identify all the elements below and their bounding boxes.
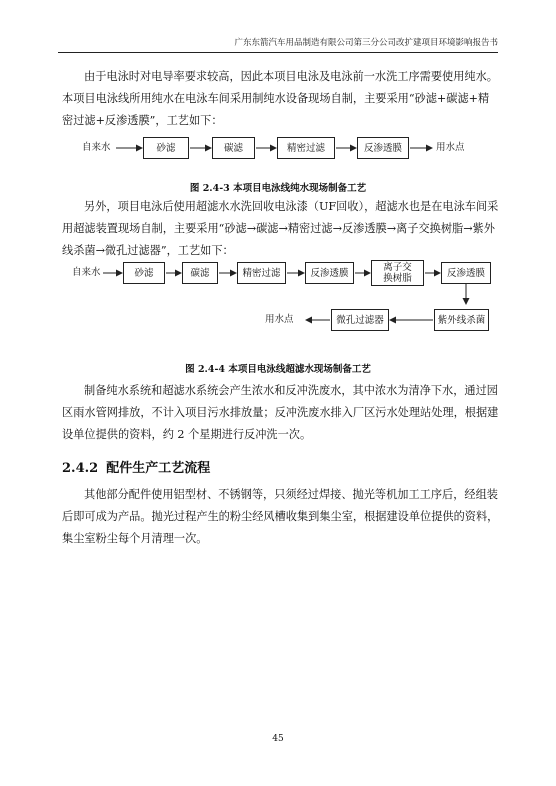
flow2-end-label: 用水点 <box>265 314 294 325</box>
section-heading-2-4-2 <box>62 457 210 476</box>
flow2-step-reverse-osmosis-2: 反渗透膜 <box>441 262 491 284</box>
flow2-step-sand-filter: 砂滤 <box>123 262 165 284</box>
flow1-step-sand-filter: 砂滤 <box>143 137 189 159</box>
flow1-step-precision-filter: 精密过滤 <box>277 137 335 159</box>
flow1-start-label: 自来水 <box>82 142 111 153</box>
figure-caption-2-4-4: 图 2.4-4 本项目电泳线超滤水现场制备工艺 <box>185 364 371 375</box>
figure-caption-2-4-3: 图 2.4-3 本项目电泳线纯水现场制备工艺 <box>189 183 367 194</box>
paragraph-pure-water-intro: 由于电泳时对电导率要求较高，因此本项目电泳及电泳前一水洗工序需要使用纯水。本项目电泳线所用纯水在电泳车间采用制纯水设备现场自制，主要采用“砂滤+碳滤+精密过滤+反渗透膜”，工艺如下： <box>62 70 498 127</box>
flow2-start-label: 自来水 <box>72 267 101 278</box>
flow2-step-carbon-filter: 碳滤 <box>182 262 218 284</box>
flow2-step-microporous-filter: 微孔过滤器 <box>331 309 389 331</box>
flow1-end-label: 用水点 <box>436 142 465 153</box>
paragraph-wastewater: 制备纯水系统和超滤水系统会产生浓水和反冲洗废水，其中浓水为清净下水，通过园区雨水管网排放，不计入项目污水排放量；反冲洗废水排入厂区污水处理站处理，根据建设单位提供的资料，约 2 个星期进行反冲洗一次。 <box>62 384 499 441</box>
paragraph-ultrafiltration-intro: 另外，项目电泳后使用超滤水水洗回收电泳漆（UF回收），超滤水也是在电泳车间采用超滤装置现场自制，主要采用“砂滤→碳滤→精密过滤→反渗透膜→离子交换树脂→紫外线杀菌→微孔过滤器”，工艺如下： <box>62 200 499 257</box>
flow2-step-ion-exchange-resin: 离子交换树脂 <box>371 260 424 286</box>
section-number: 2.4.2 <box>62 461 99 476</box>
paragraph-parts-production: 其他部分配件使用铝型材、不锈钢等，只须经过焊接、抛光等机加工工序后，经组装后即可成为产品。抛光过程产生的粉尘经风槽收集到集尘室，根据建设单位提供的资料，集尘室粉尘每个月清理一次。 <box>62 488 499 545</box>
page-number: 45 <box>272 734 284 744</box>
flow2-step-uv-sterilization: 紫外线杀菌 <box>434 309 489 331</box>
section-title: 配件生产工艺流程 <box>106 461 211 476</box>
flow2-step-reverse-osmosis-1: 反渗透膜 <box>305 262 354 284</box>
flow2-step-precision-filter: 精密过滤 <box>237 262 286 284</box>
page-header: 广东东箭汽车用品制造有限公司第三分公司改扩建项目环境影响报告书 <box>58 36 498 53</box>
flow1-step-carbon-filter: 碳滤 <box>212 137 255 159</box>
flow1-step-reverse-osmosis: 反渗透膜 <box>357 137 409 159</box>
